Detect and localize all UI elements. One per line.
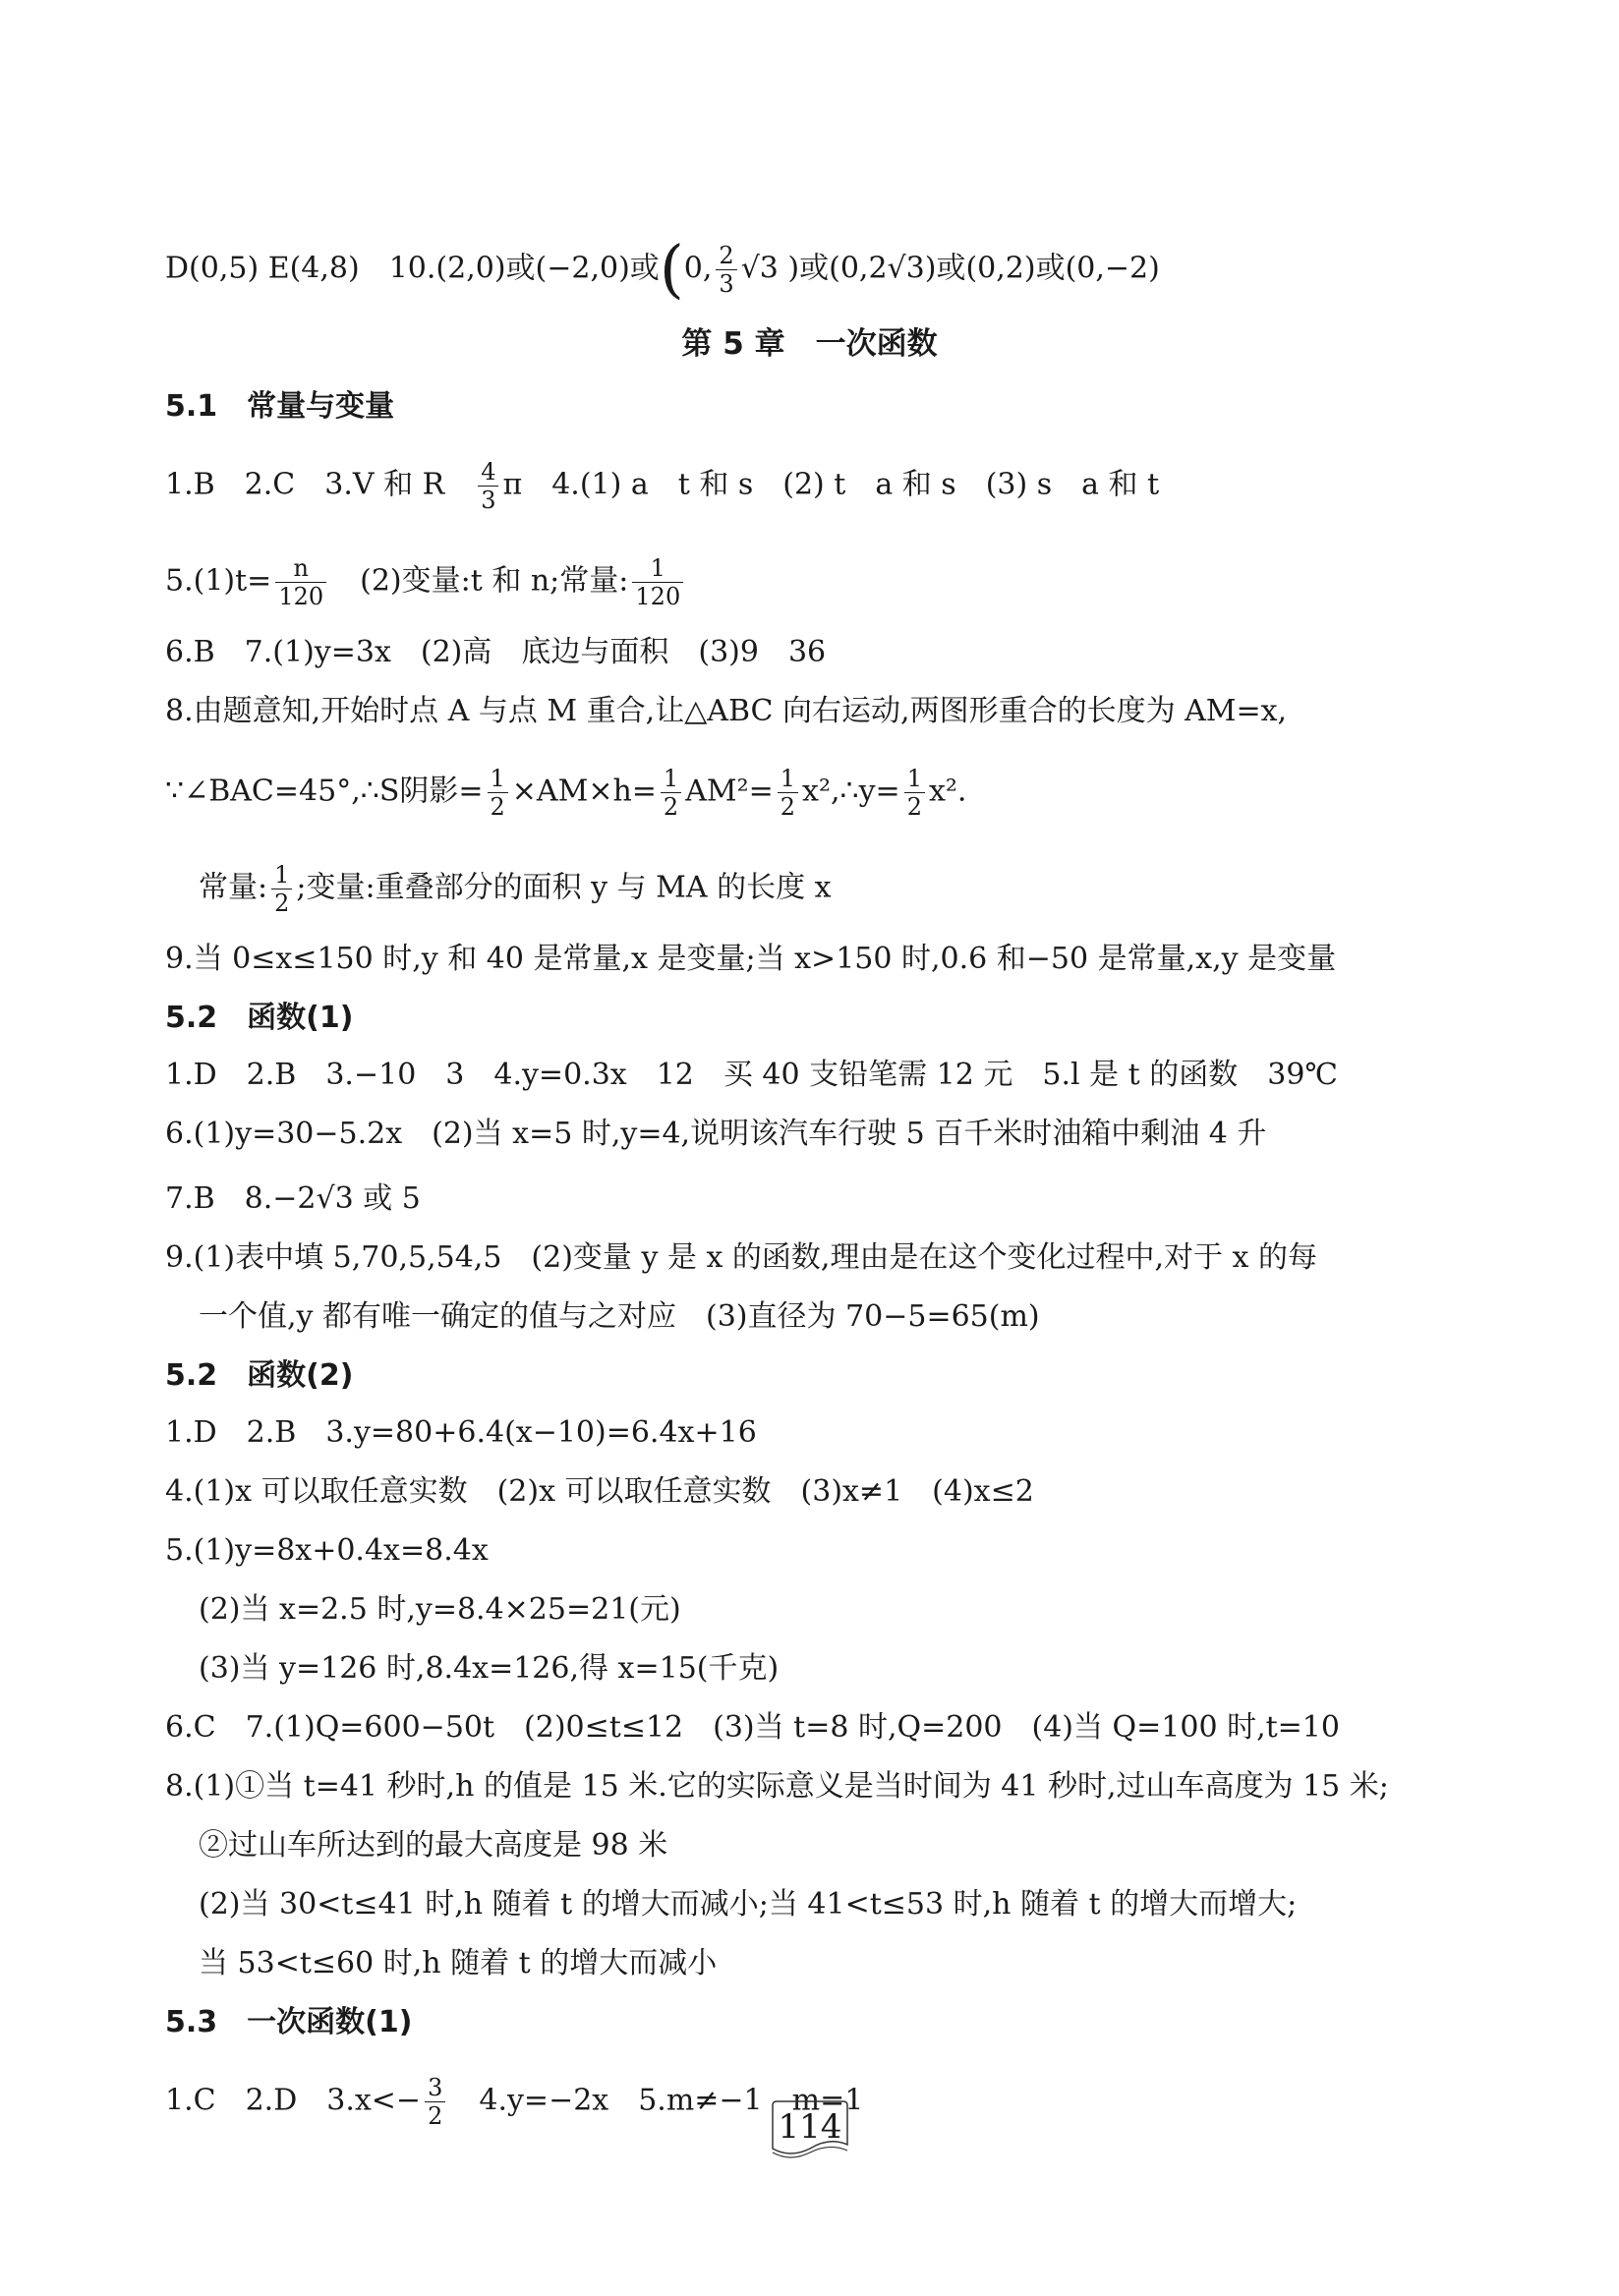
- answer-line: 7.B 8.−2√3 或 5: [165, 1181, 421, 1216]
- answer-line: (2)当 x=2.5 时,y=8.4×25=21(元): [199, 1592, 681, 1627]
- answer-line: 9.(1)表中填 5,70,5,54,5 (2)变量 y 是 x 的函数,理由是在这个变化过程中,对于 x 的每: [165, 1240, 1317, 1275]
- answer-line: 9.当 0≤x≤150 时,y 和 40 是常量,x 是变量;当 x>150 时,0.6 和−50 是常量,x,y 是变量: [165, 942, 1337, 976]
- answer-line: 8.(1)①当 t=41 秒时,h 的值是 15 米.它的实际意义是当时间为 41 秒时,过山车高度为 15 米;: [165, 1769, 1389, 1804]
- answer-line: 5.(1)y=8x+0.4x=8.4x: [165, 1533, 489, 1568]
- answer-line-9-10: D(0,5) E(4,8) 10.(2,0)或(−2,0)或(0, $\frac{2}{3}$ √3 )或(0,2√3)或(0,2)或(0,−2): [165, 233, 1160, 307]
- answer-line: 4.(1)x 可以取任意实数 (2)x 可以取任意实数 (3)x≠1 (4)x≤2: [165, 1474, 1034, 1509]
- fraction: $\frac{4}{3}$: [478, 458, 498, 514]
- answer-line: 一个值,y 都有唯一确定的值与之对应 (3)直径为 70−5=65(m): [199, 1299, 1040, 1334]
- chapter-title: 第 5 章 一次函数: [681, 326, 938, 362]
- fraction: $\frac{n}{120}$: [275, 554, 326, 610]
- answer-line: 常量: $\frac{1}{2}$ ;变量:重叠部分的面积 y 与 MA 的长度 x: [199, 861, 832, 917]
- section-heading: 5.3 一次函数(1): [165, 2005, 413, 2039]
- answer-line: (3)当 y=126 时,8.4x=126,得 x=15(千克): [199, 1651, 780, 1686]
- answer-line: 当 53<t≤60 时,h 随着 t 的增大而减小: [199, 1946, 718, 1980]
- answer-line: 1.C 2.D 3.x<− $\frac{3}{2}$ 4.y=−2x 5.m≠−1 m=1: [165, 2074, 864, 2130]
- section-heading: 5.2 函数(1): [165, 1001, 354, 1035]
- page-number: 114: [767, 2099, 853, 2160]
- left-paren: (: [659, 233, 684, 307]
- answer-line: ②过山车所达到的最大高度是 98 米: [199, 1828, 668, 1863]
- answer-line: ∵∠BAC=45°,∴S阴影= $\frac{1}{2}$ ×AM×h= $\frac{1}{2}$ AM²= $\frac{1}{2}$ x²,∴y= $\frac{1}{2}$ x².: [165, 765, 967, 821]
- section-heading: 5.2 函数(2): [165, 1358, 354, 1393]
- answer-line: 8.由题意知,开始时点 A 与点 M 重合,让△ABC 向右运动,两图形重合的长度为 AM=x,: [165, 694, 1288, 728]
- answer-line: 6.B 7.(1)y=3x (2)高 底边与面积 (3)9 36: [165, 635, 827, 669]
- answer-line: 5.(1)t= $\frac{n}{120}$ (2)变量:t 和 n;常量: $\frac{1}{120}$: [165, 554, 1501, 610]
- section-heading: 5.1 常量与变量: [165, 389, 395, 424]
- answer-text: D(0,5) E(4,8) 10.(2,0)或(−2,0)或: [165, 251, 660, 286]
- answer-line: 1.D 2.B 3.y=80+6.4(x−10)=6.4x+16: [165, 1415, 757, 1450]
- fraction: $\frac{2}{3}$: [716, 242, 736, 298]
- answer-line: 6.(1)y=30−5.2x (2)当 x=5 时,y=4,说明该汽车行驶 5 百千米时油箱中剩油 4 升: [165, 1117, 1267, 1151]
- answer-line: 1.D 2.B 3.−10 3 4.y=0.3x 12 买 40 支铅笔需 12 元 5.l 是 t 的函数 39℃: [165, 1058, 1338, 1092]
- answer-line: 1.B 2.C 3.V 和 R $\frac{4}{3}$ π 4.(1) a t 和 s (2) t a 和 s (3) s a 和 t: [165, 458, 1160, 514]
- fraction: $\frac{1}{120}$: [632, 554, 683, 610]
- answer-text: √3 )或(0,2√3)或(0,2)或(0,−2): [740, 251, 1160, 286]
- answer-line: 6.C 7.(1)Q=600−50t (2)0≤t≤12 (3)当 t=8 时,Q=200 (4)当 Q=100 时,t=10: [165, 1710, 1340, 1745]
- answer-line: (2)当 30<t≤41 时,h 随着 t 的增大而减小;当 41<t≤53 时,h 随着 t 的增大而增大;: [199, 1887, 1298, 1922]
